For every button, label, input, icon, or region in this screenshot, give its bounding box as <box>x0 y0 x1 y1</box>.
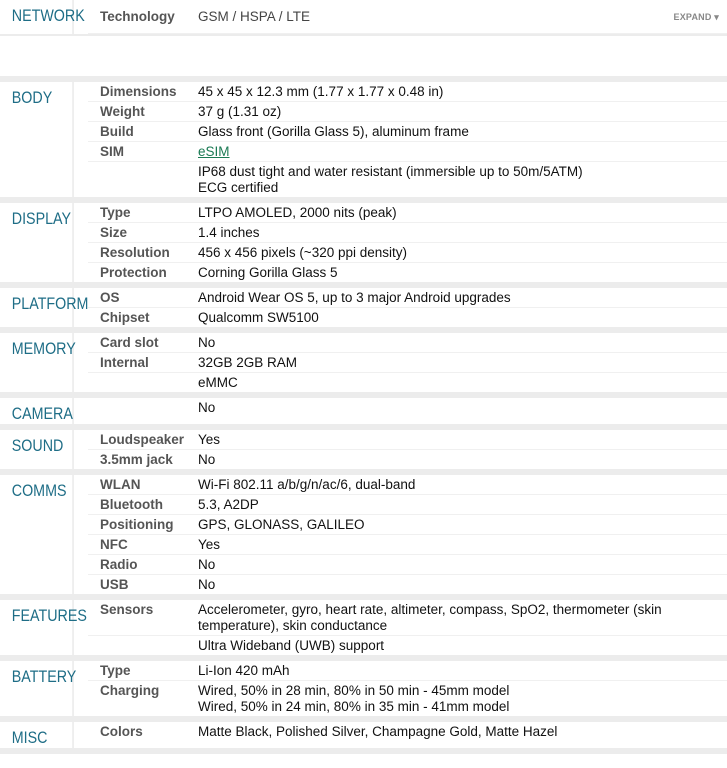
section-comms <box>0 475 727 600</box>
spec-label: Bluetooth <box>100 497 163 512</box>
section-display <box>0 203 727 288</box>
spec-row <box>88 0 727 34</box>
section-rows <box>88 600 727 655</box>
section-rows <box>88 722 727 748</box>
section-rows <box>88 288 727 327</box>
spec-row <box>88 203 727 223</box>
spec-row <box>88 555 727 575</box>
spec-value: Matte Black, Polished Silver, Champagne Gold, Matte Hazel <box>198 724 558 739</box>
spec-row <box>88 122 727 142</box>
spec-row <box>88 263 727 282</box>
spec-row <box>88 600 727 636</box>
spec-value: 37 g (1.31 oz) <box>198 104 282 119</box>
spec-row <box>88 681 727 716</box>
section-features <box>0 600 727 661</box>
spec-label: Size <box>100 225 128 240</box>
spec-value: No <box>198 452 216 467</box>
spec-row <box>88 515 727 535</box>
spec-label: Internal <box>100 355 149 370</box>
spec-value: GPS, GLONASS, GALILEO <box>198 517 365 532</box>
spec-label: NFC <box>100 537 128 552</box>
spec-value: 456 x 456 pixels (~320 ppi density) <box>198 245 408 260</box>
spec-label: WLAN <box>100 477 141 492</box>
section-rows <box>88 430 727 469</box>
spec-row <box>88 575 727 594</box>
spec-value: Wired, 50% in 28 min, 80% in 50 min - 45mm model Wired, 50% in 24 min, 80% in 35 min - 41mm model <box>198 683 510 714</box>
spec-value: IP68 dust tight and water resistant (immersible up to 50m/5ATM) ECG certified <box>198 164 583 195</box>
spec-value: eMMC <box>198 375 238 390</box>
section-title: SOUND <box>0 430 74 469</box>
spec-label: SIM <box>100 144 125 159</box>
section-title: PLATFORM <box>0 288 74 327</box>
spec-value: 32GB 2GB RAM <box>198 355 298 370</box>
spec-value: Yes <box>198 537 221 552</box>
spec-row <box>88 288 727 308</box>
section-title: NETWORK <box>0 0 74 34</box>
spec-label: Dimensions <box>100 84 177 99</box>
spec-label: Weight <box>100 104 145 119</box>
section-title: BODY <box>0 82 74 197</box>
section-title: BATTERY <box>0 661 74 716</box>
spec-label: 3.5mm jack <box>100 452 173 467</box>
spec-row <box>88 308 727 327</box>
spec-label <box>88 162 198 197</box>
section-rows <box>88 203 727 282</box>
spec-row <box>88 495 727 515</box>
section-network <box>0 0 727 36</box>
spec-value: GSM / HSPA / LTE <box>198 9 311 24</box>
spec-value: Corning Gorilla Glass 5 <box>198 265 338 280</box>
section-title: FEATURES <box>0 600 74 655</box>
spec-value: No <box>198 335 216 350</box>
spec-row <box>88 223 727 243</box>
spec-row <box>88 535 727 555</box>
spec-label <box>88 398 198 417</box>
spec-row <box>88 102 727 122</box>
spec-row <box>88 398 727 417</box>
spec-row <box>88 162 727 197</box>
spec-row <box>88 353 727 373</box>
spec-label: Loudspeaker <box>100 432 185 447</box>
spec-value: No <box>198 577 216 592</box>
spec-value: Qualcomm SW5100 <box>198 310 319 325</box>
spec-label <box>88 636 198 655</box>
section-title: DISPLAY <box>0 203 74 282</box>
spec-label: USB <box>100 577 129 592</box>
spec-value: Yes <box>198 432 221 447</box>
spec-label: Resolution <box>100 245 170 260</box>
spec-row <box>88 430 727 450</box>
spec-value: No <box>198 557 216 572</box>
spec-value: Accelerometer, gyro, heart rate, altimeter, compass, SpO2, thermometer (skin temperature), skin conductance <box>198 602 662 633</box>
spec-row <box>88 142 727 162</box>
spec-label: Positioning <box>100 517 174 532</box>
section-title: CAMERA <box>0 398 74 424</box>
spec-value: No <box>198 400 216 415</box>
spec-label: Sensors <box>100 602 154 617</box>
spec-row <box>88 475 727 495</box>
section-rows <box>88 661 727 716</box>
section-memory <box>0 333 727 398</box>
section-rows <box>88 398 727 424</box>
spec-label: OS <box>100 290 120 305</box>
spec-label: Type <box>100 205 131 220</box>
spec-value-link[interactable]: eSIM <box>198 144 230 159</box>
spec-label <box>88 373 198 392</box>
spec-label: Colors <box>100 724 143 739</box>
spec-value: Ultra Wideband (UWB) support <box>198 638 385 653</box>
spec-value: 45 x 45 x 12.3 mm (1.77 x 1.77 x 0.48 in) <box>198 84 444 99</box>
section-platform <box>0 288 727 333</box>
spec-row <box>88 450 727 469</box>
spec-row <box>88 333 727 353</box>
expand-button[interactable]: EXPAND ▾ <box>673 12 719 22</box>
spec-row <box>88 722 727 741</box>
section-rows <box>88 82 727 197</box>
spec-label: Type <box>100 663 131 678</box>
section-misc <box>0 722 727 754</box>
spec-value: LTPO AMOLED, 2000 nits (peak) <box>198 205 397 220</box>
spec-row <box>88 373 727 392</box>
section-sound <box>0 430 727 475</box>
spec-row <box>88 661 727 681</box>
spec-label: Chipset <box>100 310 150 325</box>
spec-value: Li-Ion 420 mAh <box>198 663 290 678</box>
spec-label: Charging <box>100 683 160 698</box>
spec-row <box>88 636 727 655</box>
spec-row <box>88 243 727 263</box>
section-body <box>0 82 727 203</box>
spec-value: Wi-Fi 802.11 a/b/g/n/ac/6, dual-band <box>198 477 416 492</box>
ad-spacer <box>0 36 727 82</box>
spec-row <box>88 82 727 102</box>
spec-label: Protection <box>100 265 167 280</box>
section-title: MISC <box>0 722 74 748</box>
spec-label: Build <box>100 124 134 139</box>
section-battery <box>0 661 727 722</box>
section-rows <box>88 333 727 392</box>
spec-label: Card slot <box>100 335 159 350</box>
spec-value: Glass front (Gorilla Glass 5), aluminum frame <box>198 124 469 139</box>
spec-label: Radio <box>100 557 138 572</box>
section-camera <box>0 398 727 430</box>
section-title: COMMS <box>0 475 74 594</box>
section-title: MEMORY <box>0 333 74 392</box>
spec-value: 1.4 inches <box>198 225 260 240</box>
section-rows <box>88 0 727 34</box>
section-rows <box>88 475 727 594</box>
spec-value: Android Wear OS 5, up to 3 major Android upgrades <box>198 290 511 305</box>
spec-label: Technology <box>100 9 175 24</box>
spec-value: 5.3, A2DP <box>198 497 259 512</box>
